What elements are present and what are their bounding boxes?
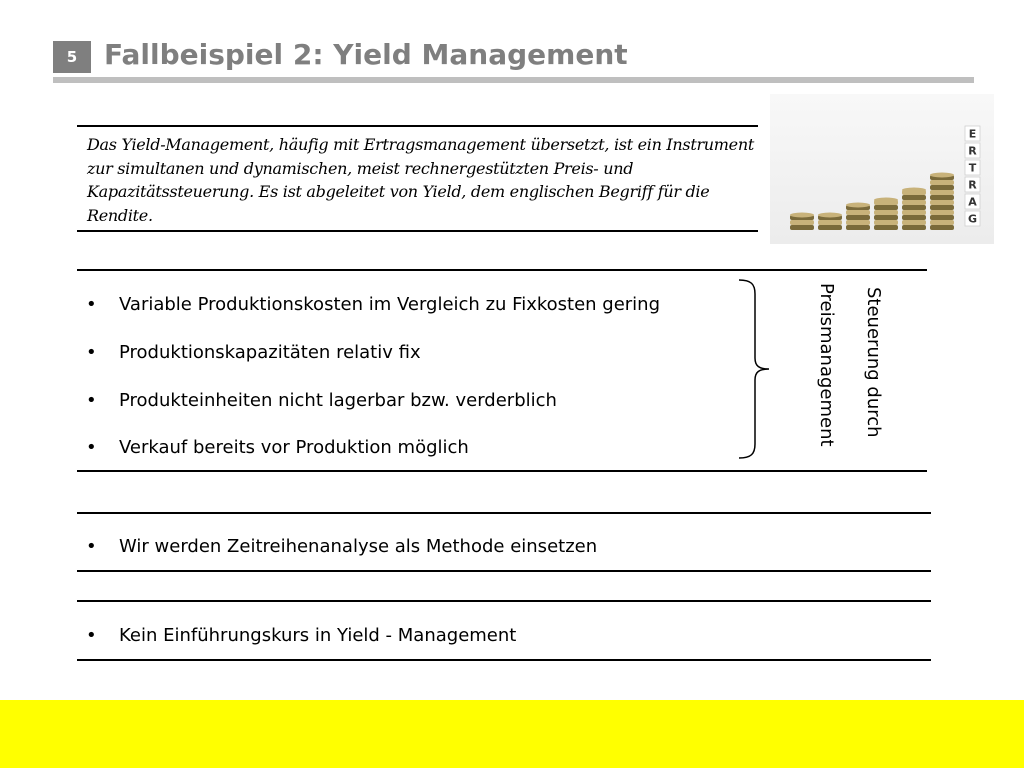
bullet-dot: • (86, 536, 97, 557)
coin (818, 220, 842, 225)
definition-bottom-rule (77, 230, 758, 232)
coin (874, 210, 898, 215)
list-item (86, 625, 516, 646)
list-item (86, 342, 421, 363)
coin (930, 200, 954, 205)
coin (846, 225, 870, 230)
coin-stacks-image (770, 94, 994, 244)
coin (902, 215, 926, 220)
bullet-dot: • (86, 625, 97, 646)
coin (874, 205, 898, 210)
letter-cube (965, 177, 980, 192)
bullet-dot: • (86, 342, 97, 363)
coin-stacks-illustration (770, 94, 994, 244)
coin-top (902, 188, 926, 193)
coin (846, 215, 870, 220)
svg-text:R: R (968, 178, 977, 192)
list-item-text: Verkauf bereits vor Produktion möglich (119, 437, 469, 458)
coin (874, 215, 898, 220)
coin-top (818, 213, 842, 218)
list-item (86, 536, 597, 557)
coin (930, 225, 954, 230)
side-label-steuerung: Steuerung durch (863, 287, 884, 438)
list-item-text: Produkteinheiten nicht lagerbar bzw. verderblich (119, 390, 557, 411)
conditions-bottom-rule (77, 470, 927, 472)
coin (930, 185, 954, 190)
list-item (86, 437, 469, 458)
coin (874, 225, 898, 230)
coin (902, 225, 926, 230)
coin (930, 210, 954, 215)
conditions-top-rule (77, 269, 927, 271)
svg-text:A: A (968, 195, 977, 209)
slide-number-badge: 5 (53, 41, 91, 73)
coin (902, 195, 926, 200)
coin (846, 210, 870, 215)
note-top-rule (77, 600, 931, 602)
coin (818, 225, 842, 230)
coin (790, 225, 814, 230)
coin-top (790, 213, 814, 218)
list-item-text: Produktionskapazitäten relativ fix (119, 342, 421, 363)
coin-top (874, 198, 898, 203)
coin (930, 215, 954, 220)
coin (930, 190, 954, 195)
coin (902, 200, 926, 205)
svg-text:G: G (967, 212, 978, 226)
list-item (86, 294, 660, 315)
coin (902, 210, 926, 215)
list-item-text: Variable Produktionskosten im Vergleich zu Fixkosten gering (119, 294, 661, 315)
coin (790, 220, 814, 225)
letter-cube (965, 160, 980, 175)
coin (930, 205, 954, 210)
list-item (86, 390, 557, 411)
coin (902, 205, 926, 210)
letter-cube (965, 126, 980, 141)
coin (930, 195, 954, 200)
letter-cube (965, 194, 980, 209)
svg-text:T: T (968, 161, 977, 175)
list-item-text: Kein Einführungskurs in Yield - Management (119, 625, 517, 646)
letter-cube (965, 211, 980, 226)
footer-bar (0, 700, 1024, 768)
side-label-preismanagement: Preismanagement (816, 283, 837, 447)
coin-top (846, 203, 870, 208)
coin (930, 180, 954, 185)
coin (874, 220, 898, 225)
coin (902, 220, 926, 225)
method-bottom-rule (77, 570, 931, 572)
method-top-rule (77, 512, 931, 514)
letter-cube (965, 143, 980, 158)
page-title: Fallbeispiel 2: Yield Management (104, 38, 628, 71)
coin-top (930, 173, 954, 178)
coin (846, 220, 870, 225)
title-underline (53, 77, 974, 83)
curly-brace-icon (735, 278, 775, 460)
definition-text: Das Yield-Management, häufig mit Ertragsmanagement übersetzt, ist ein Instrument zur simultanen und dynamischen, meist rechnergestützten Preis- und Kapazitätssteuerung. Es ist abgeleitet von Yield, dem englischen Begriff für die Rendite. (87, 135, 754, 225)
definition-top-rule (77, 125, 758, 127)
bullet-dot: • (86, 437, 97, 458)
note-bottom-rule (77, 659, 931, 661)
bullet-dot: • (86, 390, 97, 411)
coin (930, 220, 954, 225)
list-item-text: Wir werden Zeitreihenanalyse als Methode einsetzen (119, 536, 598, 557)
svg-text:R: R (968, 144, 977, 158)
svg-text:E: E (968, 127, 977, 141)
bullet-dot: • (86, 294, 97, 315)
